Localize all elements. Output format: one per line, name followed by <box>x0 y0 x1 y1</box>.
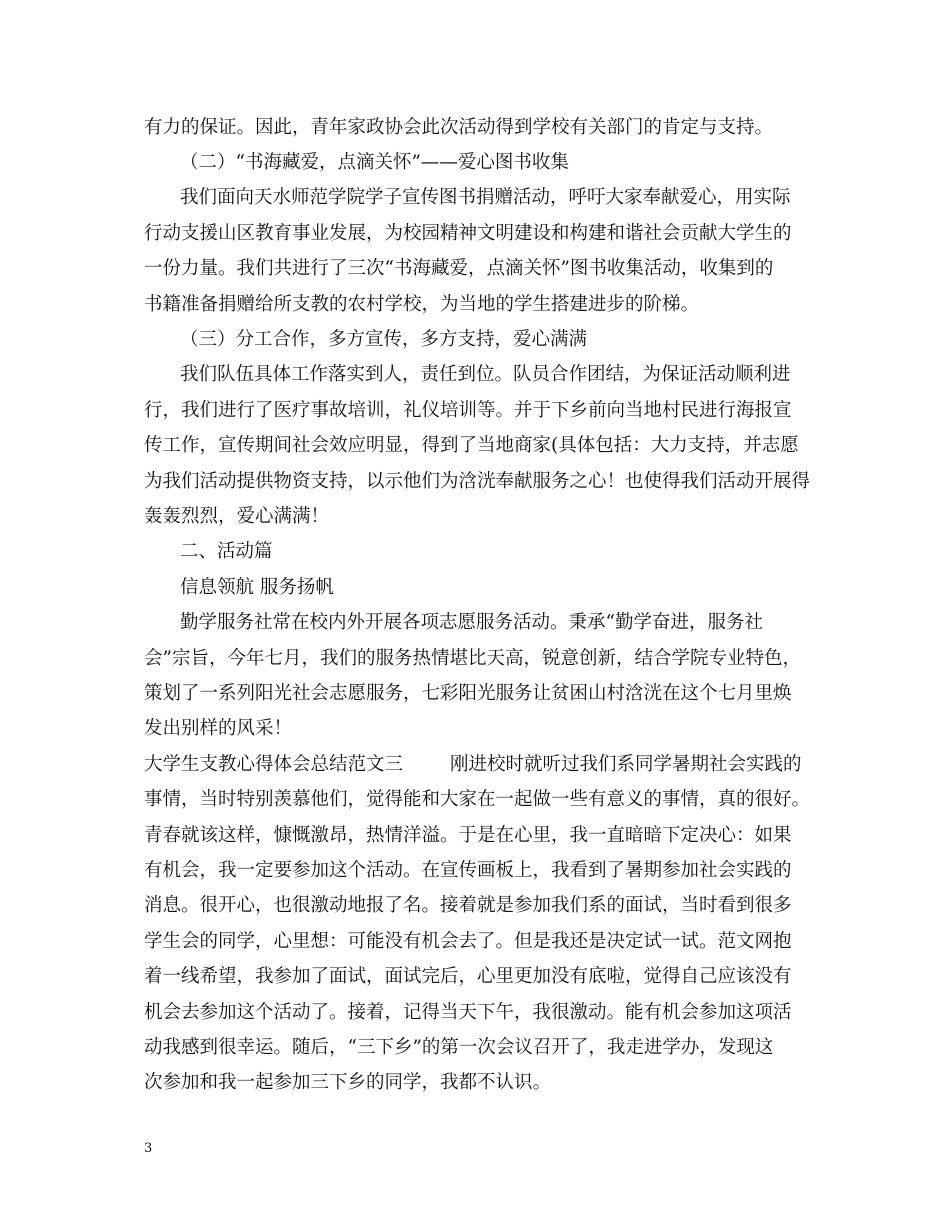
text-line: 勤学服务社常在校内外开展各项志愿服务活动。秉承“勤学奋进，服务社 <box>180 612 763 633</box>
page-number: 3 <box>144 1141 153 1156</box>
text-line: 会”宗旨，今年七月，我们的服务热情堪比天高，锐意创新，结合学院专业特色， <box>144 648 801 669</box>
text-line: 我们队伍具体工作落实到人，责任到位。队员合作团结，为保证活动顺利进 <box>180 364 791 385</box>
text-line: 我们面向天水师范学院学子宣传图书捐赠活动，呼吁大家奉献爱心，用实际 <box>180 187 791 208</box>
text-line: 为我们活动提供物资支持，以示他们为浛洸奉献服务之心！也使得我们活动开展得 <box>144 471 811 492</box>
text-line: 书籍准备捐赠给所支教的农村学校，为当地的学生搭建进步的阶梯。 <box>144 294 700 315</box>
section-subheading: 信息领航 服务扬帆 <box>180 577 334 598</box>
text-line: 动我感到很幸运。随后，“三下乡”的第一次会议召开了，我走进学办，发现这 <box>144 1037 774 1058</box>
text-line: 着一线希望，我参加了面试，面试完后，心里更加没有底啦，觉得自己应该没有 <box>144 966 792 987</box>
text-line: 有机会，我一定要参加这个活动。在宣传画板上，我看到了暑期参加社会实践的 <box>144 860 792 881</box>
text-line: 行，我们进行了医疗事故培训，礼仪培训等。并于下乡前向当地村民进行海报宣 <box>144 400 792 421</box>
article-title-line: 大学生支教心得体会总结范文三 刚进校时就听过我们系同学暑期社会实践的 <box>144 754 802 775</box>
section-heading: （二）“书海藏爱，点滴关怀”——爱心图书收集 <box>180 152 569 173</box>
text-line: 事情，当时特别羡慕他们，觉得能和大家在一起做一些有意义的事情，真的很好。 <box>144 789 811 810</box>
text-line: 传工作，宣传期间社会效应明显，得到了当地商家(具体包括：大力支持，并志愿 <box>144 435 799 456</box>
text-line: 策划了一系列阳光社会志愿服务，七彩阳光服务让贫困山村浛洸在这个七月里焕 <box>144 683 792 704</box>
text-line: 行动支援山区教育事业发展，为校园精神文明建设和构建和谐社会贡献大学生的 <box>144 223 792 244</box>
text-line: 机会去参加这个活动了。接着，记得当天下午，我很激动。能有机会参加这项活 <box>144 1002 792 1023</box>
text-line: 轰轰烈烈，爱心满满！ <box>144 506 330 527</box>
text-line: 一份力量。我们共进行了三次“书海藏爱，点滴关怀”图书收集活动，收集到的 <box>144 258 774 279</box>
text-line: 学生会的同学，心里想：可能没有机会去了。但是我还是决定试一试。范文网抱 <box>144 931 792 952</box>
text-line: 消息。很开心，也很激动地报了名。接着就是参加我们系的面试，当时看到很多 <box>144 895 792 916</box>
text-line: 青春就该这样，慷慨激昂，热情洋溢。于是在心里，我一直暗暗下定决心：如果 <box>144 825 792 846</box>
section-heading: （三）分工合作，多方宣传，多方支持，爱心满满 <box>180 329 588 350</box>
section-heading: 二、活动篇 <box>180 541 273 562</box>
text-line: 有力的保证。因此，青年家政协会此次活动得到学校有关部门的肯定与支持。 <box>144 117 774 138</box>
text-line: 发出别样的风采！ <box>144 718 293 739</box>
text-line: 次参加和我一起参加三下乡的同学，我都不认识。 <box>144 1072 552 1093</box>
